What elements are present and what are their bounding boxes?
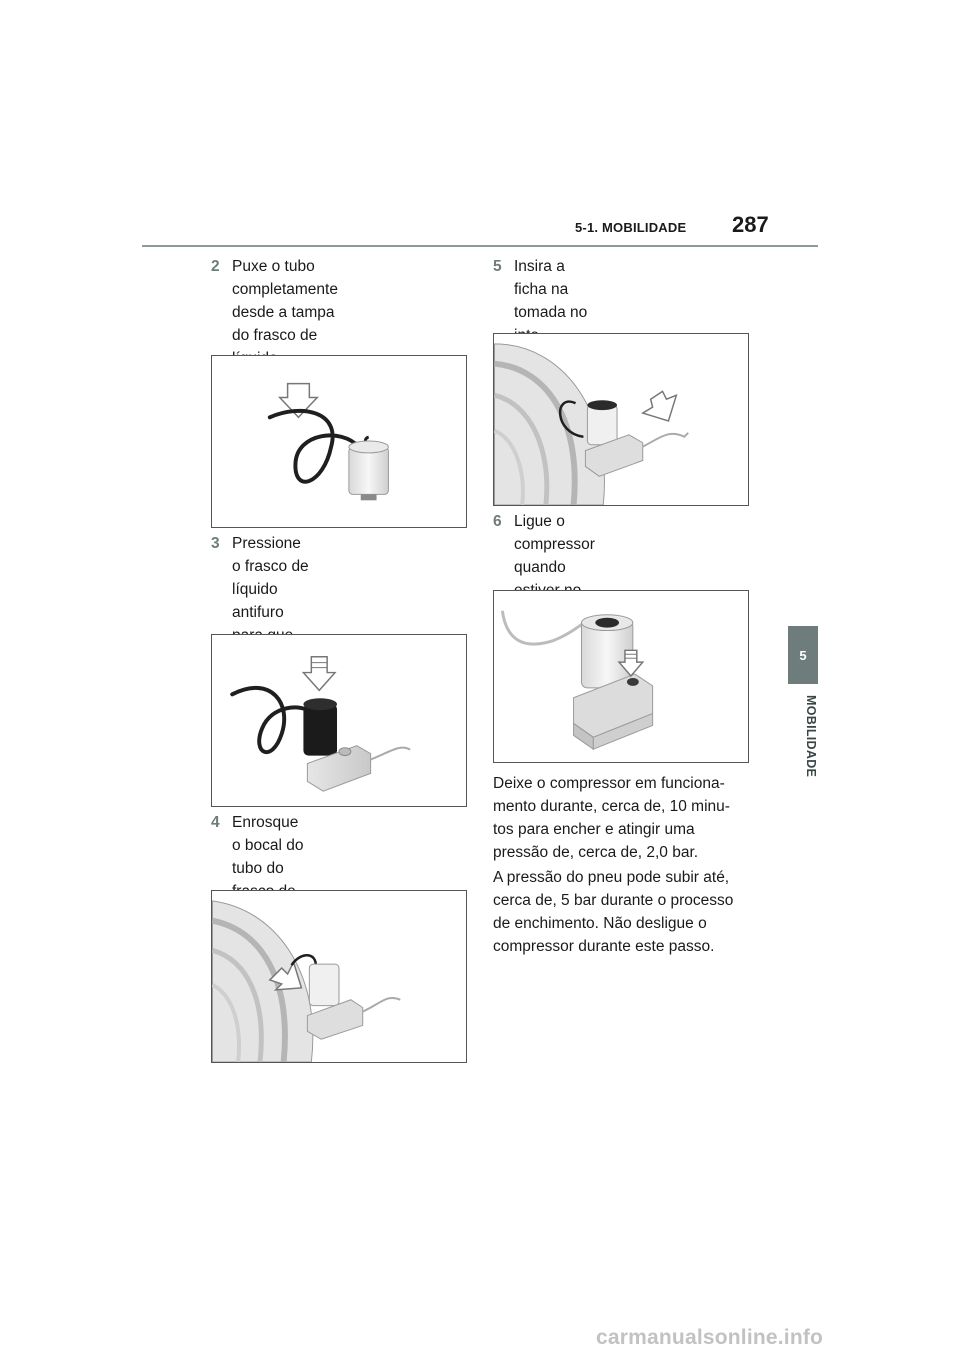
- step-line: Puxe o tubo completamente: [232, 258, 338, 298]
- step-number: 2: [211, 258, 220, 275]
- step-line: Enrosque o bocal do tubo do: [232, 814, 304, 877]
- step-line: antifuro: [232, 604, 284, 621]
- step-line: Ligue o compressor quando: [514, 513, 595, 576]
- illustration-pull-tube: [211, 355, 467, 528]
- paragraph-line: Deixe o compressor em funciona-: [493, 775, 725, 792]
- chapter-label: MOBILIDADE: [804, 695, 818, 778]
- step-number: 6: [493, 513, 502, 530]
- page-number: 287: [732, 212, 769, 237]
- step-line: Insira a ficha na tomada no: [514, 258, 588, 321]
- instruction-paragraph-2: [493, 866, 733, 958]
- paragraph-line: de enchimento. Não desligue o: [493, 915, 707, 932]
- section-title: 5-1. MOBILIDADE: [575, 220, 687, 235]
- paragraph-line: compressor durante este passo.: [493, 938, 715, 955]
- step-line: desde a tampa do frasco de: [232, 304, 335, 344]
- step-number: 4: [211, 814, 220, 831]
- illustration-connect-valve: [211, 890, 467, 1063]
- step-number: 5: [493, 258, 502, 275]
- step-line: Pressione o frasco de líquido: [232, 535, 309, 598]
- paragraph-line: cerca de, 5 bar durante o processo: [493, 892, 734, 909]
- illustration-switch-on: [493, 590, 749, 763]
- paragraph-line: A pressão do pneu pode subir até,: [493, 869, 730, 886]
- paragraph-line: tos para encher e atingir uma: [493, 821, 695, 838]
- paragraph-line: pressão de, cerca de, 2,0 bar.: [493, 844, 699, 861]
- paragraph-line: mento durante, cerca de, 10 minu-: [493, 798, 730, 815]
- chapter-tab: 5: [788, 626, 818, 684]
- watermark: carmanualsonline.info: [596, 1326, 824, 1349]
- step-number: 3: [211, 535, 220, 552]
- illustration-plug-in: [493, 333, 749, 506]
- header-divider: [142, 245, 818, 247]
- illustration-insert-bottle: [211, 634, 467, 807]
- instruction-paragraph-1: [493, 772, 730, 864]
